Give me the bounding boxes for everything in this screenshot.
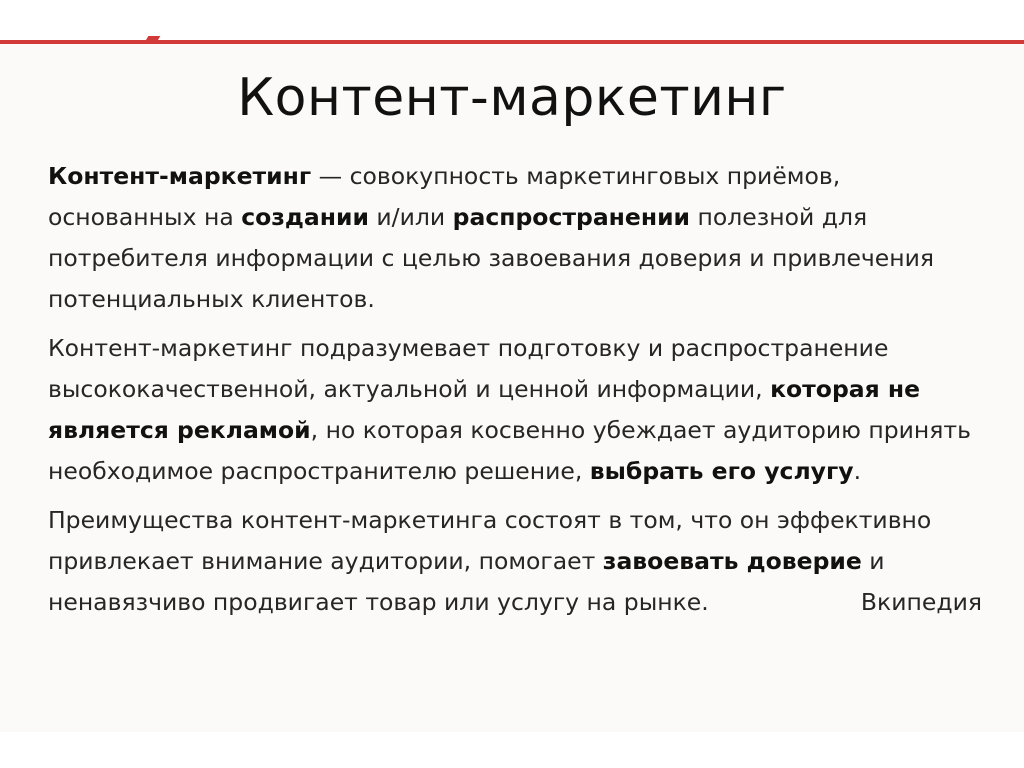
text-span: . bbox=[853, 457, 862, 485]
bold-not-advertising: которая не является рекламой bbox=[48, 375, 921, 444]
slide-footer-band bbox=[0, 732, 1024, 768]
text-span: Преимущества контент-маркетинга состоят в том, что он эффективно привлекает внимание аудитории, помогает bbox=[48, 506, 932, 575]
advantages-paragraph bbox=[48, 500, 988, 623]
term-bold: Контент-маркетинг bbox=[48, 162, 312, 190]
text-span: и/или bbox=[368, 203, 453, 231]
definition-paragraph bbox=[48, 156, 988, 320]
bold-gain-trust: завоевать доверие bbox=[602, 547, 862, 575]
explanation-paragraph bbox=[48, 328, 988, 492]
slide-header-band bbox=[0, 0, 1024, 40]
bold-choose-service: выбрать его услугу bbox=[589, 457, 854, 485]
text-span: полезной для потребителя информации с целью завоевания доверия и привлечения потенциальных клиентов. bbox=[48, 203, 935, 313]
slide-title: Контент-маркетинг bbox=[237, 68, 787, 128]
slide-body bbox=[48, 156, 988, 631]
text-span: Контент-маркетинг подразумевает подготовку и распространение высококачественной, актуальной и ценной информации, bbox=[48, 334, 889, 403]
text-span: , но которая косвенно убеждает аудиторию принять необходимое распространителю решение, bbox=[48, 416, 971, 485]
bold-distribution: распространении bbox=[452, 203, 691, 231]
text-span: — совокупность маркетинговых приёмов, основанных на bbox=[48, 162, 841, 231]
source-label: Вкипедия bbox=[860, 588, 982, 616]
bold-creation: создании bbox=[241, 203, 369, 231]
text-span: и ненавязчиво продвигает товар или услугу на рынке. bbox=[48, 547, 885, 616]
